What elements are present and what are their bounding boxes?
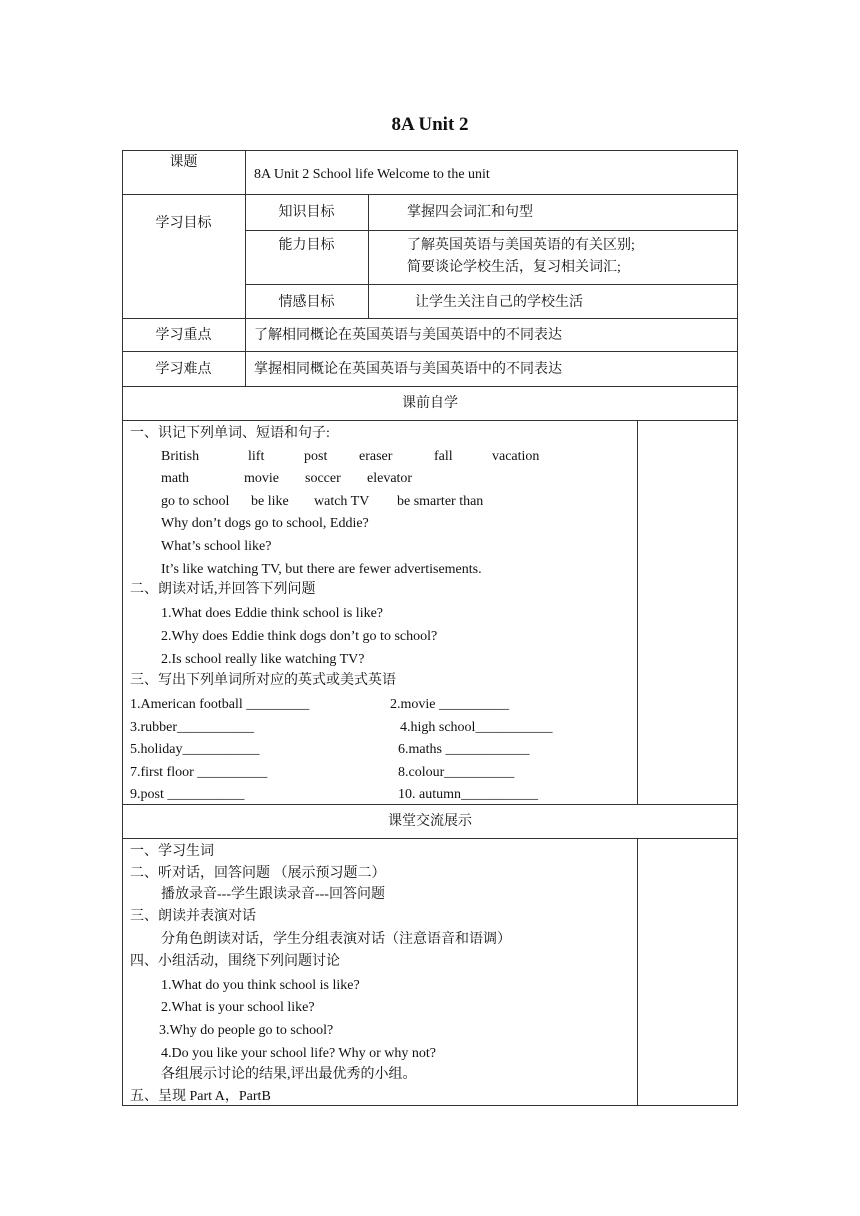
column-divider [637,420,638,804]
word-item: eraser [359,449,393,464]
ability-value-2: 简要谈论学校生活，复习相关词汇; [407,260,621,275]
classroom-line: 1.What do you think school is like? [161,978,360,993]
classroom-line: 4.Do you like your school life? Why or why not? [161,1046,437,1061]
phrase-item: watch TV [314,494,370,509]
classroom-line: 五、呈现 Part A，PartB [130,1089,271,1104]
exercise-item: 2.movie __________ [390,697,509,712]
column-divider [368,194,369,318]
exercise-item: 7.first floor __________ [130,765,268,780]
word-item: movie [244,471,279,486]
row-divider [122,318,738,319]
word-item: fall [434,449,453,464]
word-item: post [304,449,328,464]
word-item: lift [248,449,265,464]
classroom-line: 分角色朗读对话，学生分组表演对话（注意语音和语调） [161,932,511,947]
preview-header: 课前自学 [402,396,458,411]
classroom-line: 四、小组活动，围绕下列问题讨论 [130,954,340,969]
row-divider [122,194,738,195]
word-item: British [161,449,200,464]
knowledge-value: 掌握四会词汇和句型 [407,205,533,220]
question-item: 1.What does Eddie think school is like? [161,606,384,621]
row-divider [122,804,738,805]
classroom-line: 各组展示讨论的结果,评出最优秀的小组。 [161,1067,417,1082]
classroom-header: 课堂交流展示 [388,814,472,829]
focus-value: 了解相同概论在英国英语与美国英语中的不同表达 [254,328,562,343]
column-divider [637,838,638,1106]
exercise-item: 6.maths ____________ [398,742,530,757]
exercise-item: 9.post ___________ [130,787,245,802]
classroom-line: 三、朗读并表演对话 [130,909,256,924]
ability-value-1: 了解英国英语与美国英语的有关区别; [407,238,635,253]
preview-heading-1: 一、识记下列单词、短语和句子: [130,426,330,441]
preview-heading-2: 二、朗读对话,并回答下列问题 [130,582,316,597]
topic-value: 8A Unit 2 School life Welcome to the unit [254,167,490,182]
classroom-line: 播放录音---学生跟读录音---回答问题 [161,887,385,902]
sentence-item: What’s school like? [161,539,272,554]
classroom-line: 一、学习生词 [130,844,214,859]
goals-label: 学习目标 [155,216,212,231]
preview-heading-3: 三、写出下列单词所对应的英式或美式英语 [130,673,396,688]
difficulty-label: 学习难点 [155,362,212,377]
question-item: 2.Why does Eddie think dogs don’t go to school? [161,629,438,644]
exercise-item: 4.high school___________ [400,720,553,735]
column-divider [245,150,246,386]
word-item: vacation [492,449,540,464]
sentence-item: Why don’t dogs go to school, Eddie? [161,516,369,531]
classroom-line: 二、听对话，回答问题 （展示预习题二） [130,866,386,881]
topic-label: 课题 [169,155,198,170]
exercise-item: 3.rubber___________ [130,720,255,735]
question-item: 2.Is school really like watching TV? [161,652,365,667]
emotion-value: 让学生关注自己的学校生活 [415,295,583,310]
classroom-line: 2.What is your school like? [161,1000,315,1015]
classroom-line: 3.Why do people go to school? [159,1023,334,1038]
row-divider [245,230,738,231]
row-divider [122,838,738,839]
phrase-item: be smarter than [397,494,484,509]
word-item: soccer [305,471,341,486]
document-title: 8A Unit 2 [391,114,469,135]
word-item: elevator [367,471,413,486]
word-item: math [161,471,189,486]
exercise-item: 1.American football _________ [130,697,310,712]
difficulty-value: 掌握相同概论在英国英语与美国英语中的不同表达 [254,362,562,377]
row-divider [245,284,738,285]
sentence-item: It’s like watching TV, but there are fewer advertisements. [161,562,482,577]
exercise-item: 8.colour__________ [398,765,515,780]
row-divider [122,351,738,352]
row-divider [122,386,738,387]
focus-label: 学习重点 [155,328,212,343]
emotion-label: 情感目标 [278,295,335,310]
phrase-item: go to school [161,494,230,509]
exercise-item: 5.holiday___________ [130,742,260,757]
phrase-item: be like [251,494,289,509]
ability-label: 能力目标 [278,238,335,253]
row-divider [122,420,738,421]
knowledge-label: 知识目标 [278,205,335,220]
exercise-item: 10. autumn___________ [398,787,538,802]
